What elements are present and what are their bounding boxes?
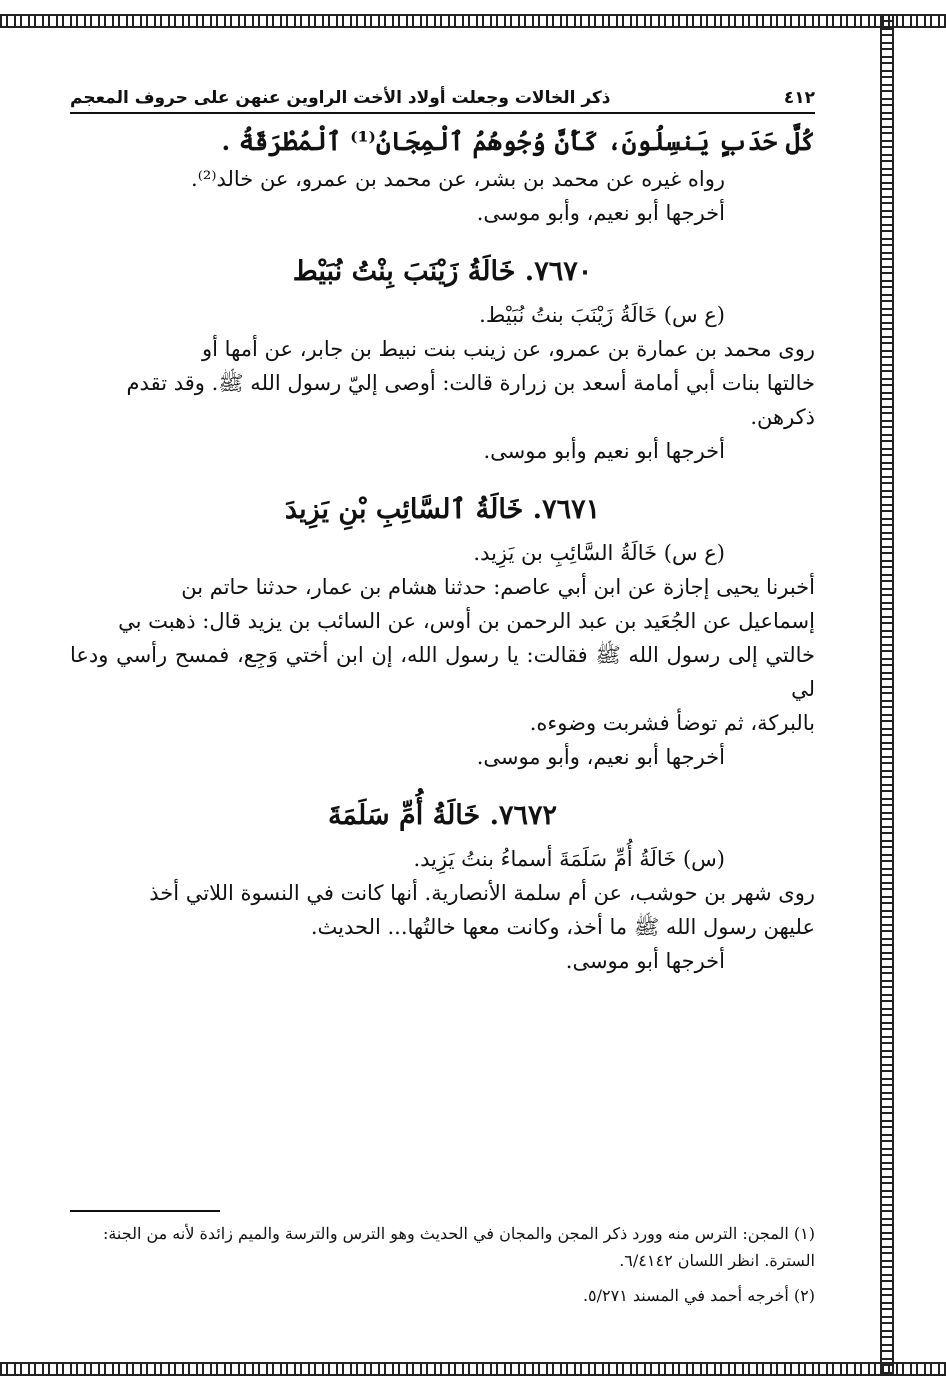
running-header [70, 80, 815, 114]
quran-verse: كُلَّ حَدَبٍ يَنسِلُونَ، كَأَنَّ وُجُوهُمُ ٱلْمِجَانُ⁽¹⁾ ٱلْمُطْرَقَةُ . [221, 127, 815, 156]
intro-line: أخرجها أبو نعيم، وأبو موسى. [476, 201, 725, 225]
entry-body-line: أخبرنا يحيى إجازة عن ابن أبي عاصم: حدثنا هشام بن عمار، حدثنا حاتم بن [181, 575, 815, 599]
entry-source: أخرجها أبو موسى. [565, 949, 725, 973]
entry-body-line: روى محمد بن عمارة بن عمرو، عن زينب بنت نبيط بن جابر، عن أمها أو [202, 337, 815, 361]
entry-body-line: بالبركة، ثم توضأ فشربت وضوءه. [529, 711, 815, 735]
entry-7671 [70, 490, 815, 774]
intro-line: رواه غيره عن محمد بن بشر، عن محمد بن عمرو، عن خالد⁽²⁾. [191, 167, 725, 191]
entry-code-line: (ع س) خَالَةُ السَّائِبِ بن يَزِيد. [473, 541, 725, 565]
page-number: ٤١٢ [783, 88, 815, 108]
page-border-top [0, 14, 946, 28]
entry-body-line: عليهن رسول الله ﷺ ما أخذ، وكانت معها خالتُها... الحديث. [310, 915, 815, 939]
entry-heading: ٧٦٧١. خَالَةُ ٱلسَّائِبِ بْنِ يَزِيدَ [284, 494, 601, 525]
footnote-2: (٢) أخرجه أحمد في المسند ٥/٢٧١. [582, 1286, 815, 1305]
entry-body-line: ذكرهن. [750, 405, 815, 429]
page-border-right [880, 14, 894, 1376]
entry-heading: ٧٦٧٢. خَالَةُ أُمِّ سَلَمَةَ [327, 800, 558, 831]
entry-source: أخرجها أبو نعيم وأبو موسى. [483, 439, 725, 463]
entry-body-line: روى شهر بن حوشب، عن أم سلمة الأنصارية. أنها كانت في النسوة اللاتي أخذ [149, 881, 815, 905]
entry-code-line: (س) خَالَةُ أُمِّ سَلَمَةَ أسماءُ بنتُ يَزِيد. [413, 847, 725, 871]
entry-heading: ٧٦٧٠. خَالَةُ زَيْنَبَ بِنْتُ نُبَيْط [292, 256, 593, 287]
footnote-1: (١) المجن: الترس منه وورد ذكر المجن والمجان في الحديث وهو الترس والترسة والميم زائدة لأنه من الجنة: السترة. انظر اللسان ٦/٤١٤٢. [102, 1224, 815, 1270]
page-border-bottom [0, 1362, 946, 1376]
entry-code-line: (ع س) خَالَةُ زَيْنَبَ بنتُ نُبَيْط. [479, 303, 725, 327]
entry-body-line: إسماعيل عن الجُعَيد بن عبد الرحمن بن أوس، عن السائب بن يزيد قال: ذهبت بي [118, 609, 815, 633]
footnotes [70, 1220, 815, 1317]
page-content [70, 80, 815, 1350]
entry-7670 [70, 252, 815, 468]
footnote-separator [70, 1210, 220, 1212]
entry-7672 [70, 796, 815, 978]
entry-body-line: خالتي إلى رسول الله ﷺ فقالت: يا رسول الله، إن ابن أختي وَجِع، فمسح رأسي ودعا لي [70, 643, 815, 701]
running-title: ذكر الخالات وجعلت أولاد الأخت الراوين عنهن على حروف المعجم [70, 88, 611, 108]
entry-source: أخرجها أبو نعيم، وأبو موسى. [476, 745, 725, 769]
entry-body-line: خالتها بنات أبي أمامة أسعد بن زرارة قالت: أوصى إليّ رسول الله ﷺ. وقد تقدم [126, 371, 815, 395]
